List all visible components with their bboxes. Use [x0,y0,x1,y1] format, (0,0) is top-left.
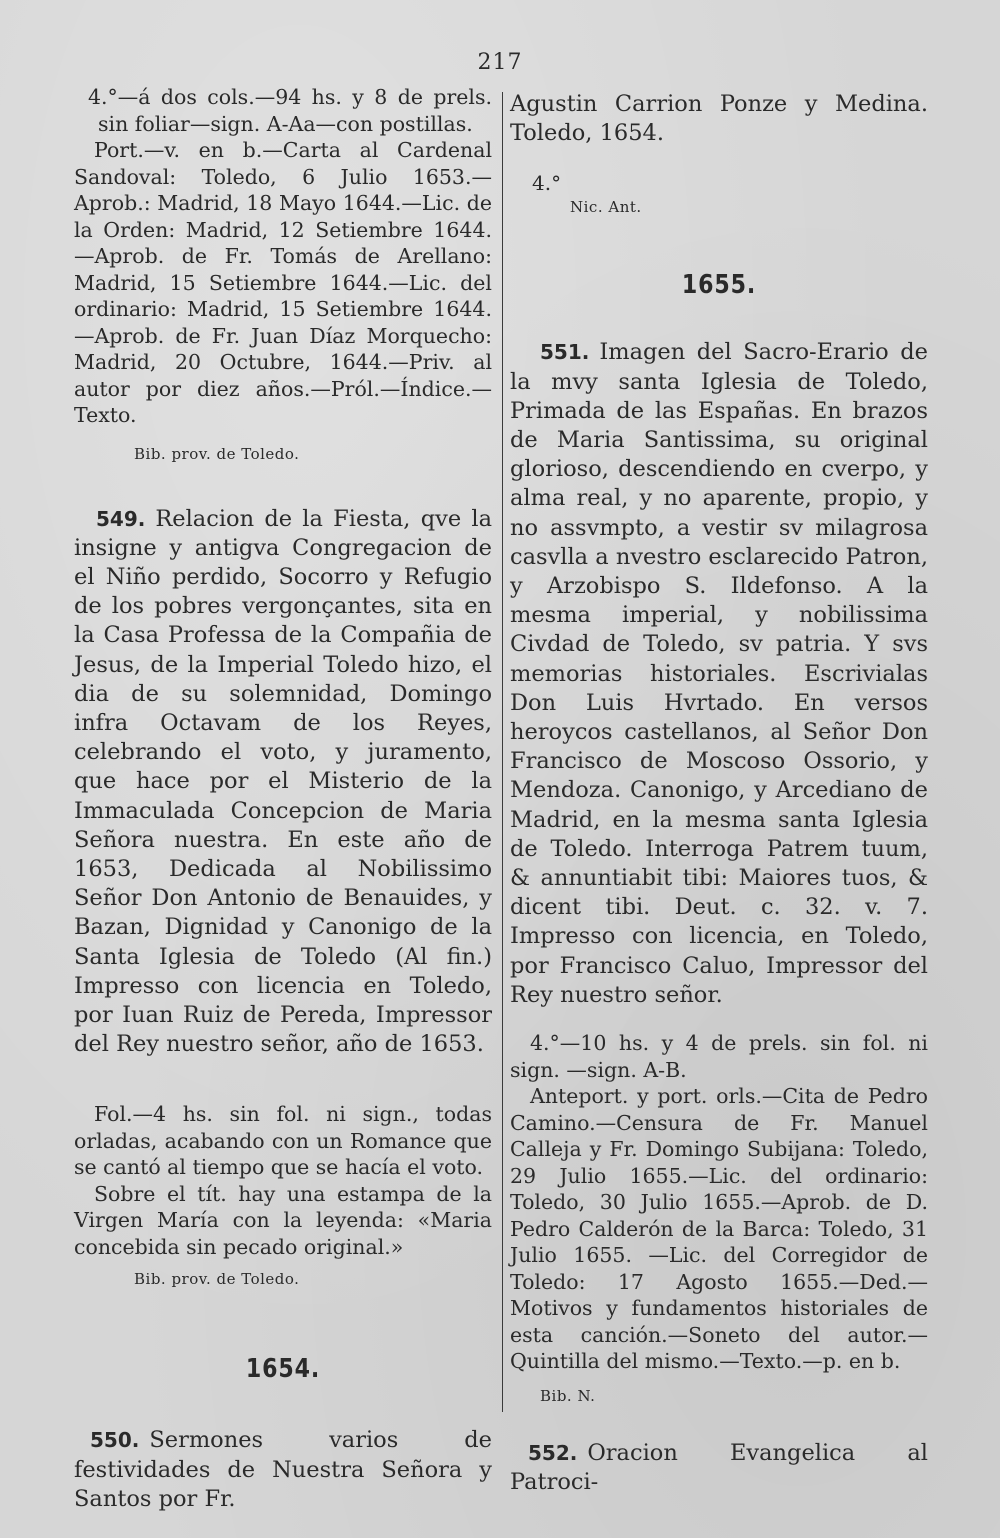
entry-title: Imagen del Sacro-Erario de la mvy santa Iglesia de Toledo, Primada de las Españas. En brazos de Maria Santissima, su original glorioso, descendiendo en cverpo, y alma real, y no aparente, propio, y no assvmpto, a vestir sv milagrosa casvlla a nvestro esclarecido Patron, y Arzobispo S. Ildefonso. A la mesma imperial, y nobilissima Civdad de Toledo, sv patria. Y svs memorias historiales. Escrivialas Don Luis Hvrtado. En versos heroycos castellanos, al Señor Don Francisco de Moscoso Ossorio, y Mendoza. Canonigo, y Arcediano de Madrid, en la mesma santa Iglesia de Toledo. Interroga Patrem tuum, & annuntiabit tibi: Maiores tuos, & dicent tibi. Deut. c. 32. v. 7. Impresso con licencia, en Toledo, por Francisco Caluo, Impressor del Rey nuestro señor. [510,339,928,1008]
entry-number: 551. [540,340,590,365]
entry-550 [74,1426,492,1514]
right-column [510,90,928,1497]
entry-title: Relacion de la Fiesta, qve la insigne y antigva Congregacion de el Niño perdido, Socorro y Refugio de los pobres vergonçantes, sita en la Casa Professa de la Compañia de Jesus, de la Imperial Toledo hizo, el dia de su solemnidad, Domingo infra Octavam de los Reyes, celebrando el voto, y juramento, que hace por el Misterio de la Immaculada Concepcion de Maria Señora nuestra. En este año de 1653, Dedicada al Nobilissimo Señor Don Antonio de Benauides, y Bazan, Dignidad y Canonigo de la Santa Iglesia de Toledo (Al fin.) Impresso con licencia en Toledo, por Iuan Ruiz de Pereda, Impressor del Rey nuestro señor, año de 1653. [74,505,492,1058]
entry-550-continued [510,90,928,148]
format-note: 4.° [532,171,562,196]
contents-note: Anteport. y port. orls.—Cita de Pedro Camino.—Censura de Fr. Manuel Calleja y Fr. Domingo Subijana: Toledo, 29 Julio 1655.—Lic. del ordinario: Toledo, 30 Julio 1655.—Aprob. de D. Pedro Calderón de la Barca: Toledo, 31 Julio 1655. —Lic. del Corregidor de Toledo: 17 Agosto 1655.—Ded.—Motivos y fundamentos historiales de esta canción.—Soneto del autor.—Quintilla del mismo.—Texto.—p. en b. [510,1084,928,1374]
location-note: Nic. Ant. [570,198,642,217]
entry-number: 549. [96,506,146,531]
illustration-note: Sobre el tít. hay una estampa de la Virgen María con la leyenda: «Maria concebida sin pecado original.» [74,1181,492,1259]
entry-number: 552. [528,1440,578,1465]
year-heading: 1655. [681,270,757,301]
left-column [74,84,492,1514]
entry-title: Agustin Carrion Ponze y Medina. Toledo, 1654. [510,91,928,147]
location-note: Bib. N. [540,1386,596,1405]
location-note: Bib. prov. de Toledo. [134,444,300,463]
year-heading: 1654. [245,1354,321,1385]
contents-note: Port.—v. en b.—Carta al Cardenal Sandoval: Toledo, 6 Julio 1653.—Aprob.: Madrid, 18 Mayo 1644.—Lic. de la Orden: Madrid, 12 Setiembre 1644.—Aprob. de Fr. Tomás de Arellano: Madrid, 15 Setiembre 1644.—Lic. del ordinario: Madrid, 15 Setiembre 1644.—Aprob. de Fr. Juan Díaz Morquecho: Madrid, 20 Octubre, 1644.—Priv. al autor por diez años.—Pról.—Índice.—Texto. [74,138,492,427]
format-note: 4.°—á dos cols.—94 hs. y 8 de prels. sin foliar—sign. A-Aa—con postillas. [88,85,492,136]
entry-number: 550. [90,1428,140,1453]
entry-title: Sermones varios de festividades de Nuestra Señora y Santos por Fr. [74,1427,492,1512]
format-note: Fol.—4 hs. sin fol. ni sign., todas orladas, acabando con un Romance que se cantó al tiempo que se hacía el voto. [74,1102,492,1180]
entry-title: Oracion Evangelica al Patroci- [510,1439,928,1495]
entry-552 [510,1439,928,1497]
location-note: Bib. prov. de Toledo. [134,1270,300,1289]
format-note: 4.°—10 hs. y 4 de prels. sin fol. ni sign. —sign. A-B. [510,1031,928,1082]
entry-551 [510,338,928,1010]
column-divider [502,92,503,1412]
page-number: 217 [477,50,523,75]
entry-549 [74,505,492,1060]
